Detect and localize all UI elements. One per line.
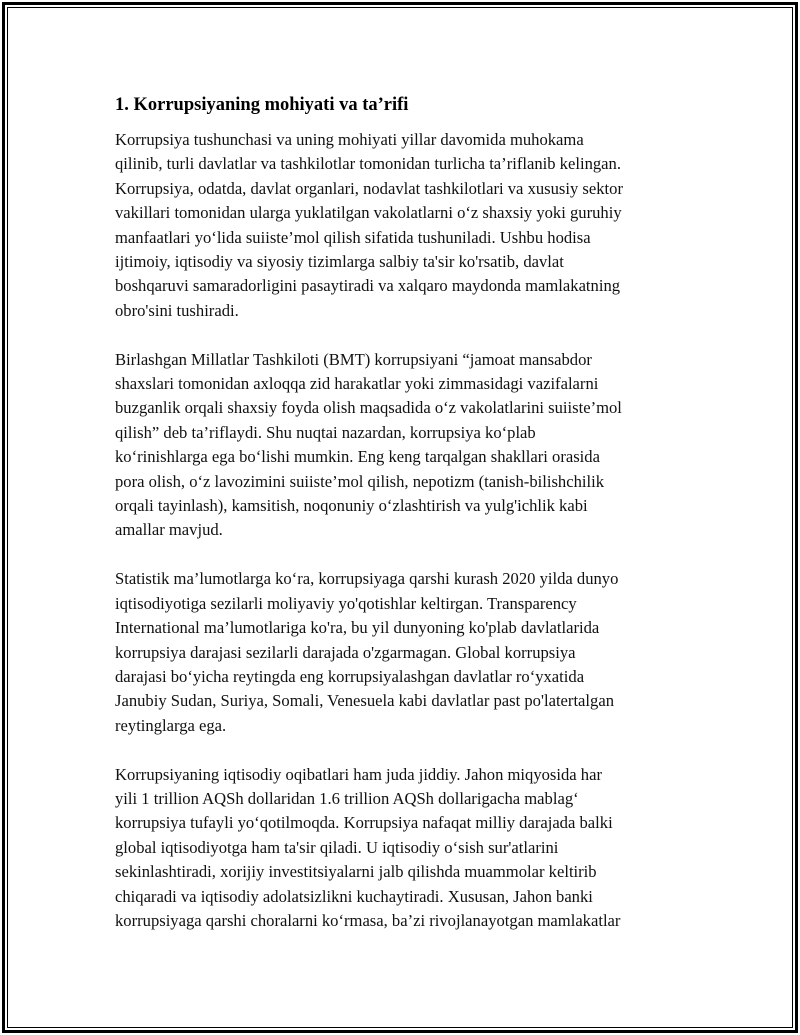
text-line: global iqtisodiyotga ham ta'sir qiladi. U iqtisodiy o‘sish sur'atlarini [115, 837, 559, 857]
text-line: Korrupsiya tushunchasi va uning mohiyati yillar davomida muhokama [115, 130, 584, 149]
text-line: manfaatlari yo‘lida suiiste’mol qilish sifatida tushuniladi. Ushbu hodisa [115, 227, 591, 247]
text-line: ko‘rinishlarga ega bo‘lishi mumkin. Eng keng tarqalgan shakllari orasida [115, 447, 600, 467]
text-line: pora olish, o‘z lavozimini suiiste’mol qilish, nepotizm (tanish-bilishchilik [115, 471, 604, 491]
document-body [115, 92, 690, 958]
text-line: International ma’lumotlariga ko'ra, bu yil dunyoning ko'plab davlatlarida [115, 618, 600, 638]
text-line: Statistik ma’lumotlarga ko‘ra, korrupsiyaga qarshi kurash 2020 yilda dunyo [115, 569, 619, 589]
text-line: ijtimoiy, iqtisodiy va siyosiy tizimlarga salbiy ta'sir ko'rsatib, davlat [115, 252, 564, 272]
paragraph-statistics [115, 567, 690, 738]
text-line: iqtisodiyotiga sezilarli moliyaviy yo'qotishlar keltirgan. Transparency [115, 593, 577, 613]
paragraph-definition [115, 128, 690, 323]
text-line: boshqaruvi samaradorligini pasaytiradi va xalqaro maydonda mamlakatning [115, 276, 621, 296]
text-line: Janubiy Sudan, Suriya, Somali, Venesuela kabi davlatlar past po'latertalgan [115, 691, 614, 711]
text-line: yili 1 trillion AQSh dollaridan 1.6 trillion AQSh dollarigacha mablag‘ [115, 788, 579, 808]
text-line: amallar mavjud. [115, 520, 223, 540]
text-line: qilish” deb ta’riflaydi. Shu nuqtai nazardan, korrupsiya ko‘plab [115, 422, 536, 442]
text-line: vakillari tomonidan ularga yuklatilgan vakolatlarni o‘z shaxsiy yoki guruhiy [115, 203, 622, 223]
text-line: buzganlik orqali shaxsiy foyda olish maqsadida o‘z vakolatlarini suiiste’mol [115, 398, 622, 418]
text-line: shaxslari tomonidan axloqqa zid harakatlar yoki zimmasidagi vazifalarni [115, 374, 599, 394]
paragraph-economic-consequences [115, 763, 690, 934]
text-line: Korrupsiyaning iqtisodiy oqibatlari ham juda jiddiy. Jahon miqyosida har [115, 764, 602, 784]
text-line: qilinib, turli davlatlar va tashkilotlar tomonidan turlicha ta’riflanib kelingan. [115, 154, 621, 174]
text-line: darajasi bo‘yicha reytingda eng korrupsiyalashgan davlatlar ro‘yxatida [115, 666, 585, 686]
section-heading: 1. Korrupsiyaning mohiyati va ta’rifi [115, 95, 409, 115]
text-line: Korrupsiya, odatda, davlat organlari, nodavlat tashkilotlari va xususiy sektor [115, 178, 623, 198]
text-line: chiqaradi va iqtisodiy adolatsizlikni kuchaytiradi. Xususan, Jahon banki [115, 886, 593, 906]
text-line: sekinlashtiradi, xorijiy investitsiyalarni jalb qilishda muammolar keltirib [115, 862, 597, 882]
text-line: korrupsiya tufayli yo‘qotilmoqda. Korrupsiya nafaqat milliy darajada balki [115, 813, 613, 833]
text-line: korrupsiyaga qarshi choralarni ko‘rmasa, ba’zi rivojlanayotgan mamlakatlar [115, 910, 621, 930]
text-line: orqali tayinlash), kamsitish, noqonuniy o‘zlashtirish va yulg'ichlik kabi [115, 496, 588, 516]
text-line: reytinglarga ega. [115, 715, 227, 735]
text-line: obro'sini tushiradi. [115, 300, 239, 320]
text-line: Birlashgan Millatlar Tashkiloti (BMT) korrupsiyani “jamoat mansabdor [115, 349, 592, 369]
text-line: korrupsiya darajasi sezilarli darajada o'zgarmagan. Global korrupsiya [115, 642, 576, 662]
paragraph-un-definition [115, 348, 690, 543]
